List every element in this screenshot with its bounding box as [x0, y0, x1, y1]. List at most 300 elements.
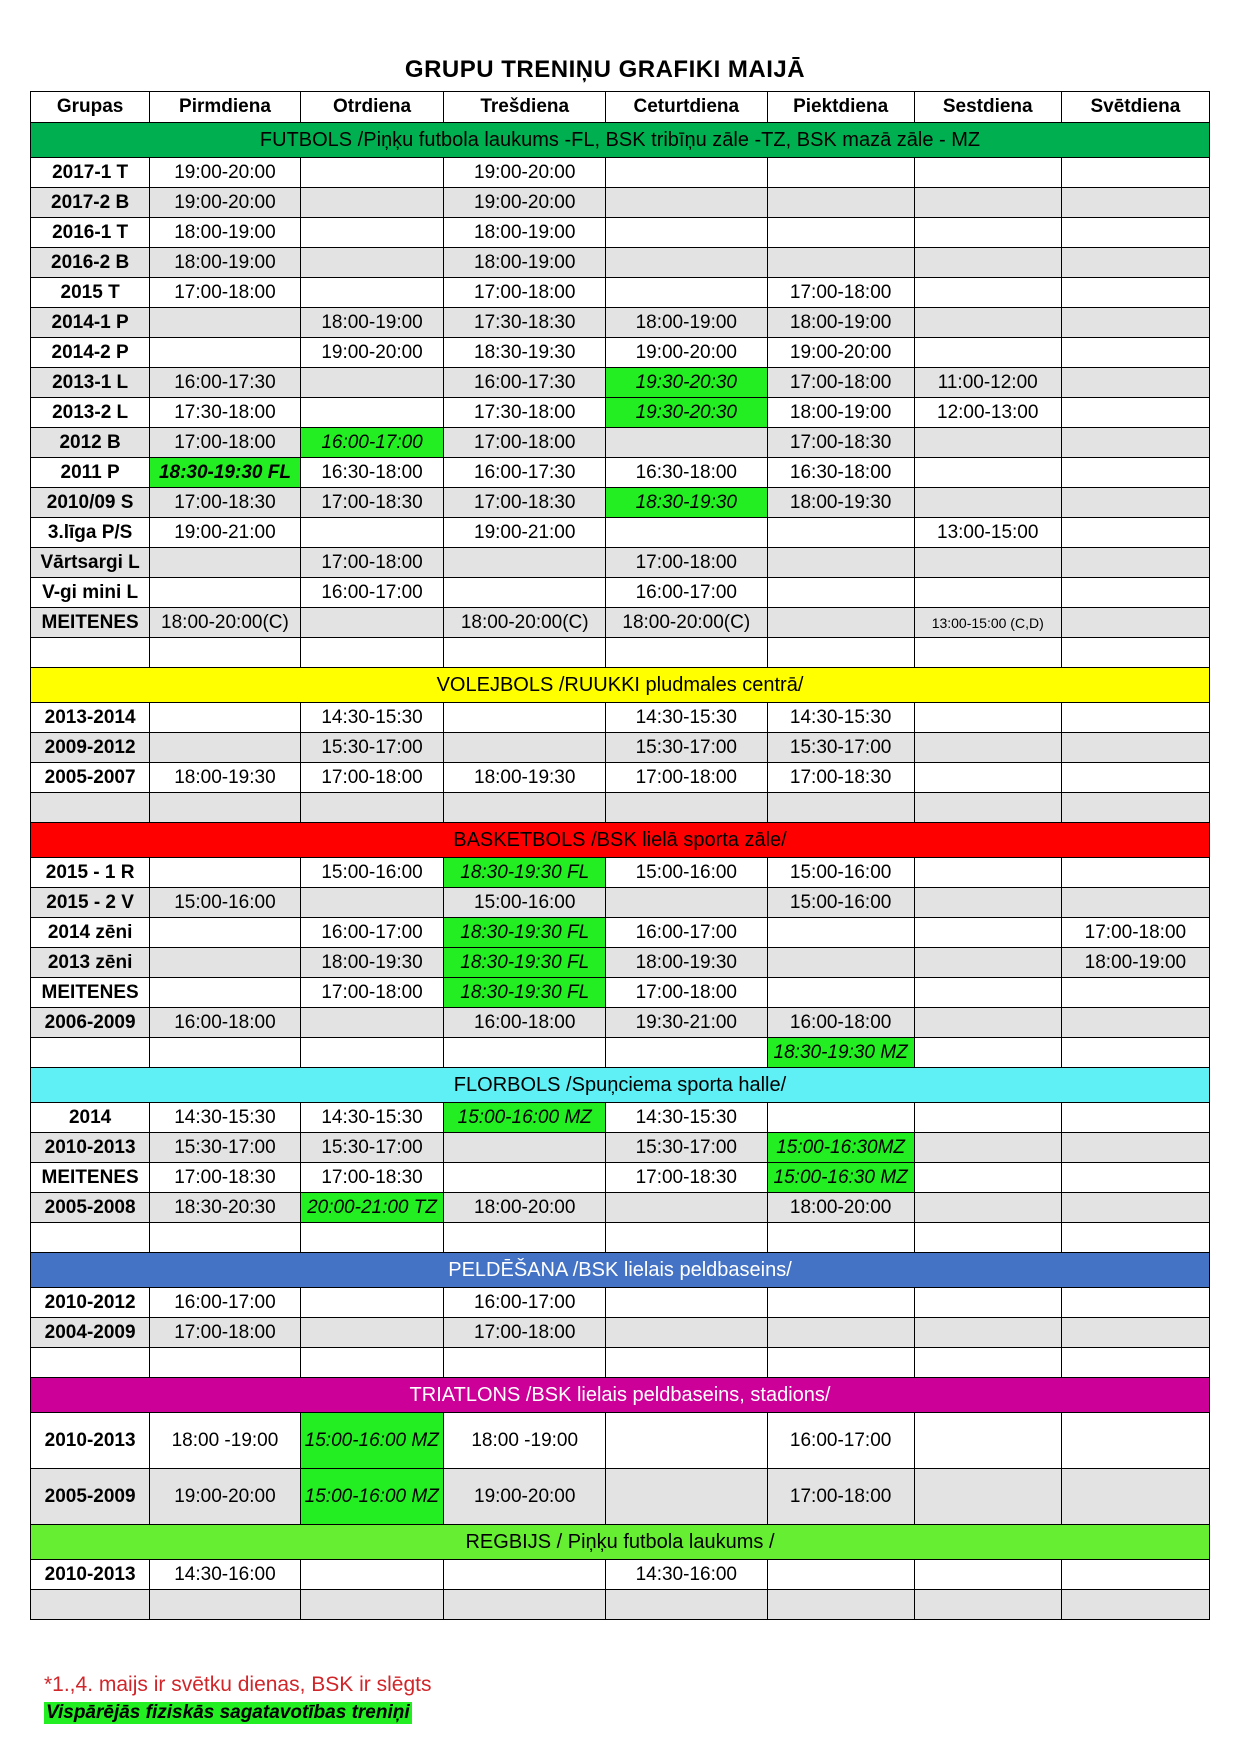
group-cell: 2016-1 T: [31, 218, 150, 248]
group-cell: 2013-1 L: [31, 368, 150, 398]
time-cell-saturday: [914, 1348, 1061, 1378]
time-cell-wednesday: 19:00-20:00: [444, 1469, 606, 1525]
time-cell-saturday: [914, 1038, 1061, 1068]
time-cell-thursday: 16:30-18:00: [606, 458, 768, 488]
time-cell-saturday: [914, 1469, 1061, 1525]
time-cell-saturday: [914, 918, 1061, 948]
time-cell-sunday: [1061, 1163, 1209, 1193]
group-cell: [31, 638, 150, 668]
time-cell-tuesday: 15:00-16:00 MZ: [300, 1413, 444, 1469]
time-cell-sunday: [1061, 978, 1209, 1008]
time-cell-saturday: [914, 278, 1061, 308]
time-cell-monday: 18:00-19:00: [150, 248, 300, 278]
time-cell-sunday: [1061, 158, 1209, 188]
time-cell-monday: [150, 793, 300, 823]
time-cell-tuesday: [300, 248, 444, 278]
table-row: [31, 1413, 1210, 1469]
time-cell-tuesday: 14:30-15:30: [300, 703, 444, 733]
time-cell-monday: [150, 578, 300, 608]
time-cell-thursday: [606, 428, 768, 458]
time-cell-tuesday: [300, 278, 444, 308]
table-row: [31, 158, 1210, 188]
time-cell-thursday: [606, 218, 768, 248]
group-cell: 2017-1 T: [31, 158, 150, 188]
time-cell-tuesday: 17:00-18:30: [300, 488, 444, 518]
time-cell-monday: 17:30-18:00: [150, 398, 300, 428]
time-cell-tuesday: [300, 638, 444, 668]
time-cell-tuesday: 17:00-18:30: [300, 1163, 444, 1193]
time-cell-friday: 15:00-16:00: [767, 888, 914, 918]
group-cell: MEITENES: [31, 608, 150, 638]
group-cell: 2004-2009: [31, 1318, 150, 1348]
time-cell-wednesday: 15:00-16:00 MZ: [444, 1103, 606, 1133]
time-cell-tuesday: 16:00-17:00: [300, 918, 444, 948]
time-cell-saturday: 13:00-15:00 (C,D): [914, 608, 1061, 638]
time-cell-saturday: [914, 248, 1061, 278]
time-cell-friday: 18:00-19:30: [767, 488, 914, 518]
time-cell-thursday: [606, 1348, 768, 1378]
time-cell-friday: 17:00-18:00: [767, 368, 914, 398]
time-cell-sunday: [1061, 858, 1209, 888]
time-cell-wednesday: [444, 1038, 606, 1068]
time-cell-thursday: 18:30-19:30: [606, 488, 768, 518]
time-cell-thursday: 15:30-17:00: [606, 1133, 768, 1163]
time-cell-sunday: [1061, 398, 1209, 428]
time-cell-thursday: 17:00-18:00: [606, 763, 768, 793]
time-cell-monday: 16:00-17:00: [150, 1288, 300, 1318]
time-cell-monday: [150, 1348, 300, 1378]
time-cell-monday: [150, 858, 300, 888]
time-cell-sunday: [1061, 888, 1209, 918]
time-cell-friday: [767, 218, 914, 248]
time-cell-tuesday: [300, 1348, 444, 1378]
table-row: [31, 1193, 1210, 1223]
header-cell-friday: Piektdiena: [767, 92, 914, 123]
time-cell-wednesday: [444, 1163, 606, 1193]
time-cell-thursday: 14:30-15:30: [606, 703, 768, 733]
time-cell-sunday: [1061, 1193, 1209, 1223]
time-cell-sunday: [1061, 763, 1209, 793]
time-cell-monday: 19:00-20:00: [150, 1469, 300, 1525]
time-cell-sunday: [1061, 1008, 1209, 1038]
section-header-row: [31, 1378, 1210, 1413]
time-cell-sunday: [1061, 338, 1209, 368]
time-cell-monday: [150, 548, 300, 578]
time-cell-thursday: [606, 1318, 768, 1348]
time-cell-monday: [150, 733, 300, 763]
group-cell: 2010-2013: [31, 1133, 150, 1163]
time-cell-thursday: 18:00-19:30: [606, 948, 768, 978]
time-cell-friday: [767, 248, 914, 278]
time-cell-sunday: [1061, 218, 1209, 248]
group-cell: Vārtsargi L: [31, 548, 150, 578]
time-cell-tuesday: 17:00-18:00: [300, 548, 444, 578]
time-cell-friday: [767, 188, 914, 218]
group-cell: 2015 T: [31, 278, 150, 308]
table-row: [31, 248, 1210, 278]
time-cell-sunday: [1061, 488, 1209, 518]
time-cell-thursday: [606, 188, 768, 218]
header-cell-groups: Grupas: [31, 92, 150, 123]
time-cell-friday: 17:00-18:00: [767, 1469, 914, 1525]
group-cell: 2012 B: [31, 428, 150, 458]
time-cell-thursday: 18:00-19:00: [606, 308, 768, 338]
time-cell-saturday: [914, 338, 1061, 368]
time-cell-sunday: [1061, 548, 1209, 578]
time-cell-friday: [767, 978, 914, 1008]
time-cell-saturday: [914, 978, 1061, 1008]
group-cell: V-gi mini L: [31, 578, 150, 608]
time-cell-wednesday: 18:30-19:30 FL: [444, 948, 606, 978]
time-cell-friday: 14:30-15:30: [767, 703, 914, 733]
table-row: [31, 1038, 1210, 1068]
time-cell-sunday: 18:00-19:00: [1061, 948, 1209, 978]
time-cell-wednesday: 18:00-19:00: [444, 248, 606, 278]
group-cell: 2010-2012: [31, 1288, 150, 1318]
section-header-row: [31, 1253, 1210, 1288]
time-cell-thursday: [606, 1193, 768, 1223]
time-cell-monday: 15:30-17:00: [150, 1133, 300, 1163]
time-cell-tuesday: [300, 1288, 444, 1318]
time-cell-friday: 18:30-19:30 MZ: [767, 1038, 914, 1068]
time-cell-thursday: [606, 1223, 768, 1253]
section-title: VOLEJBOLS /RUUKKI pludmales centrā/: [31, 668, 1210, 703]
time-cell-friday: 18:00-19:00: [767, 308, 914, 338]
time-cell-saturday: 12:00-13:00: [914, 398, 1061, 428]
time-cell-saturday: [914, 1008, 1061, 1038]
time-cell-monday: 17:00-18:00: [150, 278, 300, 308]
time-cell-sunday: [1061, 188, 1209, 218]
time-cell-saturday: [914, 763, 1061, 793]
time-cell-tuesday: 19:00-20:00: [300, 338, 444, 368]
time-cell-sunday: [1061, 1318, 1209, 1348]
time-cell-thursday: [606, 1038, 768, 1068]
time-cell-sunday: [1061, 308, 1209, 338]
time-cell-monday: 19:00-20:00: [150, 188, 300, 218]
time-cell-tuesday: [300, 1038, 444, 1068]
time-cell-tuesday: 15:00-16:00 MZ: [300, 1469, 444, 1525]
time-cell-wednesday: [444, 703, 606, 733]
group-cell: [31, 1590, 150, 1620]
time-cell-tuesday: [300, 1590, 444, 1620]
section-header-row: [31, 823, 1210, 858]
time-cell-thursday: [606, 793, 768, 823]
time-cell-monday: 16:00-18:00: [150, 1008, 300, 1038]
time-cell-monday: 17:00-18:00: [150, 1318, 300, 1348]
time-cell-sunday: 17:00-18:00: [1061, 918, 1209, 948]
time-cell-thursday: [606, 1413, 768, 1469]
time-cell-saturday: [914, 793, 1061, 823]
holiday-note: *1.,4. maijs ir svētku dienas, BSK ir slēgts: [44, 1673, 432, 1696]
section-title: FUTBOLS /Piņķu futbola laukums -FL, BSK tribīņu zāle -TZ, BSK mazā zāle - MZ: [31, 123, 1210, 158]
time-cell-wednesday: 16:00-17:30: [444, 458, 606, 488]
time-cell-thursday: [606, 518, 768, 548]
time-cell-wednesday: 18:00-20:00: [444, 1193, 606, 1223]
time-cell-saturday: [914, 703, 1061, 733]
section-title: PELDĒŠANA /BSK lielais peldbaseins/: [31, 1253, 1210, 1288]
time-cell-saturday: [914, 638, 1061, 668]
time-cell-tuesday: [300, 1560, 444, 1590]
time-cell-wednesday: 15:00-16:00: [444, 888, 606, 918]
time-cell-wednesday: 17:00-18:00: [444, 1318, 606, 1348]
time-cell-friday: 15:30-17:00: [767, 733, 914, 763]
table-row: [31, 368, 1210, 398]
time-cell-wednesday: [444, 1590, 606, 1620]
time-cell-wednesday: 18:00 -19:00: [444, 1413, 606, 1469]
time-cell-tuesday: [300, 518, 444, 548]
time-cell-friday: [767, 608, 914, 638]
group-cell: 3.līga P/S: [31, 518, 150, 548]
header-cell-monday: Pirmdiena: [150, 92, 300, 123]
table-row: [31, 608, 1210, 638]
time-cell-sunday: [1061, 733, 1209, 763]
time-cell-sunday: [1061, 458, 1209, 488]
table-row: [31, 793, 1210, 823]
time-cell-monday: 17:00-18:30: [150, 1163, 300, 1193]
time-cell-wednesday: 18:00-19:30: [444, 763, 606, 793]
time-cell-monday: [150, 978, 300, 1008]
section-title: TRIATLONS /BSK lielais peldbaseins, stadions/: [31, 1378, 1210, 1413]
time-cell-thursday: [606, 158, 768, 188]
time-cell-monday: 18:00 -19:00: [150, 1413, 300, 1469]
time-cell-saturday: [914, 458, 1061, 488]
time-cell-friday: 17:00-18:30: [767, 763, 914, 793]
time-cell-sunday: [1061, 278, 1209, 308]
table-row: [31, 1318, 1210, 1348]
table-row: [31, 308, 1210, 338]
schedule-body: [31, 123, 1210, 1620]
time-cell-wednesday: [444, 1560, 606, 1590]
time-cell-saturday: [914, 1103, 1061, 1133]
time-cell-wednesday: 17:00-18:00: [444, 428, 606, 458]
time-cell-friday: [767, 1590, 914, 1620]
table-row: [31, 918, 1210, 948]
time-cell-friday: 16:00-18:00: [767, 1008, 914, 1038]
time-cell-friday: [767, 158, 914, 188]
table-row: [31, 1163, 1210, 1193]
time-cell-tuesday: [300, 888, 444, 918]
legend-note: Vispārējās fiziskās sagatavotības treniņi: [46, 1702, 410, 1723]
time-cell-saturday: [914, 948, 1061, 978]
time-cell-thursday: [606, 888, 768, 918]
time-cell-monday: [150, 948, 300, 978]
time-cell-thursday: 17:00-18:30: [606, 1163, 768, 1193]
time-cell-tuesday: 14:30-15:30: [300, 1103, 444, 1133]
table-row: [31, 188, 1210, 218]
group-cell: 2005-2009: [31, 1469, 150, 1525]
time-cell-friday: [767, 638, 914, 668]
time-cell-sunday: [1061, 1223, 1209, 1253]
time-cell-wednesday: [444, 548, 606, 578]
time-cell-tuesday: [300, 1008, 444, 1038]
header-cell-thursday: Ceturtdiena: [606, 92, 768, 123]
table-row: [31, 428, 1210, 458]
time-cell-wednesday: 17:30-18:30: [444, 308, 606, 338]
table-row: [31, 1348, 1210, 1378]
section-header-row: [31, 1525, 1210, 1560]
time-cell-sunday: [1061, 428, 1209, 458]
time-cell-tuesday: 17:00-18:00: [300, 978, 444, 1008]
group-cell: 2015 - 1 R: [31, 858, 150, 888]
time-cell-monday: [150, 338, 300, 368]
time-cell-saturday: [914, 188, 1061, 218]
time-cell-monday: [150, 1038, 300, 1068]
time-cell-saturday: [914, 733, 1061, 763]
time-cell-saturday: [914, 1560, 1061, 1590]
group-cell: 2011 P: [31, 458, 150, 488]
time-cell-wednesday: 16:00-18:00: [444, 1008, 606, 1038]
header-cell-wednesday: Trešdiena: [444, 92, 606, 123]
time-cell-sunday: [1061, 1348, 1209, 1378]
time-cell-tuesday: 16:00-17:00: [300, 428, 444, 458]
time-cell-saturday: [914, 858, 1061, 888]
time-cell-monday: 18:30-19:30 FL: [150, 458, 300, 488]
time-cell-thursday: 19:00-20:00: [606, 338, 768, 368]
time-cell-monday: [150, 638, 300, 668]
time-cell-sunday: [1061, 608, 1209, 638]
time-cell-thursday: [606, 638, 768, 668]
time-cell-friday: [767, 1348, 914, 1378]
time-cell-friday: 17:00-18:00: [767, 278, 914, 308]
time-cell-tuesday: [300, 608, 444, 638]
time-cell-friday: [767, 1560, 914, 1590]
section-title: FLORBOLS /Spuņciema sporta halle/: [31, 1068, 1210, 1103]
time-cell-saturday: [914, 888, 1061, 918]
table-row: [31, 398, 1210, 428]
time-cell-monday: 17:00-18:00: [150, 428, 300, 458]
table-row: [31, 888, 1210, 918]
table-row: [31, 488, 1210, 518]
table-row: [31, 1560, 1210, 1590]
time-cell-wednesday: 19:00-20:00: [444, 188, 606, 218]
time-cell-saturday: [914, 1288, 1061, 1318]
time-cell-wednesday: [444, 793, 606, 823]
group-cell: 2014 zēni: [31, 918, 150, 948]
time-cell-sunday: [1061, 703, 1209, 733]
group-cell: 2010/09 S: [31, 488, 150, 518]
time-cell-tuesday: 20:00-21:00 TZ: [300, 1193, 444, 1223]
page-title: GRUPU TRENIŅU GRAFIKI MAIJĀ: [404, 56, 806, 83]
time-cell-friday: [767, 1288, 914, 1318]
time-cell-sunday: [1061, 1288, 1209, 1318]
table-row: [31, 1008, 1210, 1038]
table-row: [31, 763, 1210, 793]
group-cell: 2013 zēni: [31, 948, 150, 978]
time-cell-tuesday: 16:30-18:00: [300, 458, 444, 488]
time-cell-saturday: [914, 1590, 1061, 1620]
time-cell-wednesday: 18:30-19:30 FL: [444, 978, 606, 1008]
group-cell: 2009-2012: [31, 733, 150, 763]
group-cell: 2015 - 2 V: [31, 888, 150, 918]
section-header-row: [31, 1068, 1210, 1103]
table-row: [31, 278, 1210, 308]
time-cell-sunday: [1061, 518, 1209, 548]
group-cell: 2006-2009: [31, 1008, 150, 1038]
table-row: [31, 338, 1210, 368]
time-cell-tuesday: [300, 1318, 444, 1348]
time-cell-saturday: [914, 1318, 1061, 1348]
time-cell-friday: 17:00-18:30: [767, 428, 914, 458]
time-cell-wednesday: [444, 733, 606, 763]
time-cell-friday: [767, 1223, 914, 1253]
header-cell-tuesday: Otrdiena: [300, 92, 444, 123]
section-header-row: [31, 668, 1210, 703]
time-cell-friday: 19:00-20:00: [767, 338, 914, 368]
time-cell-saturday: [914, 1223, 1061, 1253]
header-row: [31, 92, 1210, 123]
time-cell-monday: 19:00-21:00: [150, 518, 300, 548]
table-row: [31, 218, 1210, 248]
time-cell-wednesday: 19:00-21:00: [444, 518, 606, 548]
time-cell-thursday: [606, 1590, 768, 1620]
time-cell-wednesday: [444, 578, 606, 608]
table-row: [31, 1223, 1210, 1253]
table-row: [31, 458, 1210, 488]
time-cell-wednesday: [444, 1223, 606, 1253]
time-cell-monday: [150, 1223, 300, 1253]
time-cell-thursday: 19:30-20:30: [606, 398, 768, 428]
time-cell-wednesday: [444, 638, 606, 668]
time-cell-wednesday: 18:30-19:30 FL: [444, 858, 606, 888]
time-cell-monday: [150, 308, 300, 338]
table-row: [31, 1590, 1210, 1620]
time-cell-wednesday: 18:30-19:30: [444, 338, 606, 368]
time-cell-saturday: [914, 1193, 1061, 1223]
time-cell-wednesday: 18:00-20:00(C): [444, 608, 606, 638]
time-cell-thursday: 19:30-21:00: [606, 1008, 768, 1038]
time-cell-wednesday: 17:00-18:00: [444, 278, 606, 308]
time-cell-thursday: 19:30-20:30: [606, 368, 768, 398]
time-cell-monday: [150, 918, 300, 948]
time-cell-wednesday: 18:30-19:30 FL: [444, 918, 606, 948]
time-cell-thursday: 16:00-17:00: [606, 578, 768, 608]
group-cell: 2010-2013: [31, 1560, 150, 1590]
time-cell-monday: 18:00-20:00(C): [150, 608, 300, 638]
time-cell-wednesday: 19:00-20:00: [444, 158, 606, 188]
time-cell-tuesday: [300, 368, 444, 398]
time-cell-saturday: [914, 218, 1061, 248]
group-cell: 2014-1 P: [31, 308, 150, 338]
section-title: BASKETBOLS /BSK lielā sporta zāle/: [31, 823, 1210, 858]
time-cell-wednesday: 17:00-18:30: [444, 488, 606, 518]
time-cell-sunday: [1061, 1413, 1209, 1469]
group-cell: 2010-2013: [31, 1413, 150, 1469]
time-cell-friday: [767, 793, 914, 823]
table-row: [31, 733, 1210, 763]
group-cell: 2005-2008: [31, 1193, 150, 1223]
time-cell-friday: 15:00-16:30 MZ: [767, 1163, 914, 1193]
schedule-table: [30, 91, 1210, 1620]
time-cell-monday: 18:30-20:30: [150, 1193, 300, 1223]
table-row: [31, 1133, 1210, 1163]
time-cell-monday: 14:30-15:30: [150, 1103, 300, 1133]
time-cell-monday: 14:30-16:00: [150, 1560, 300, 1590]
time-cell-thursday: 15:30-17:00: [606, 733, 768, 763]
time-cell-thursday: 17:00-18:00: [606, 548, 768, 578]
time-cell-saturday: [914, 308, 1061, 338]
table-row: [31, 1469, 1210, 1525]
time-cell-saturday: [914, 1163, 1061, 1193]
group-cell: [31, 1348, 150, 1378]
time-cell-friday: 16:30-18:00: [767, 458, 914, 488]
time-cell-tuesday: 17:00-18:00: [300, 763, 444, 793]
time-cell-friday: 18:00-19:00: [767, 398, 914, 428]
table-row: [31, 518, 1210, 548]
time-cell-monday: 19:00-20:00: [150, 158, 300, 188]
time-cell-tuesday: [300, 158, 444, 188]
table-row: [31, 858, 1210, 888]
group-cell: 2014: [31, 1103, 150, 1133]
